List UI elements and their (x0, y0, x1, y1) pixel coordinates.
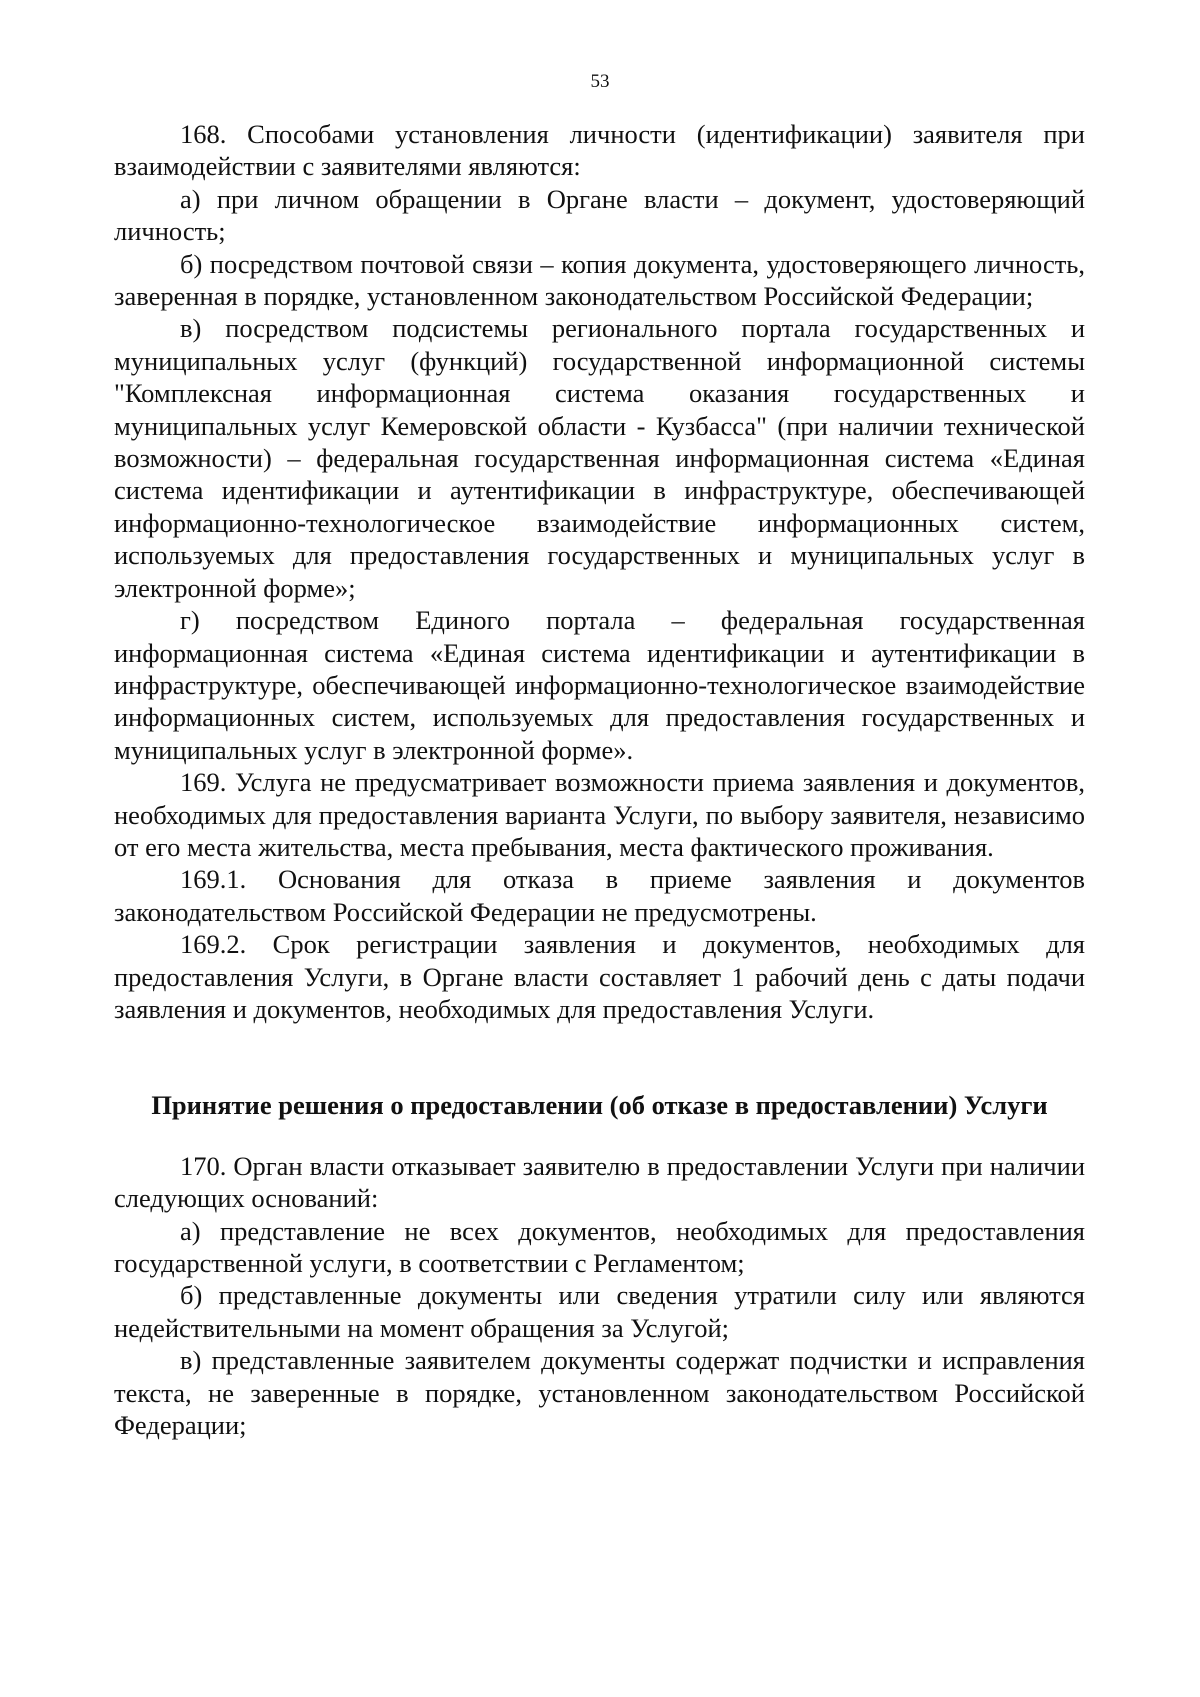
paragraph-170-v: в) представленные заявителем документы содержат подчистки и исправления текста, не заверенные в порядке, установленном законодательством Российской Федерации; (114, 1345, 1085, 1441)
paragraph-168-v: в) посредством подсистемы регионального портала государственных и муниципальных услуг (функций) государственной информационной системы "Комплексная информационная система оказания государственных и муниципальных услуг Кемеровской области - Кузбасса" (при наличии технической возможности) – федеральная государственная информационная система «Единая система идентификации и аутентификации в инфраструктуре, обеспечивающей информационно-технологическое взаимодействие информационных систем, используемых для предоставления государственных и муниципальных услуг в электронной форме»; (114, 313, 1085, 603)
paragraph-169-1: 169.1. Основания для отказа в приеме заявления и документов законодательством Российской Федерации не предусмотрены. (114, 864, 1085, 927)
paragraph-170-a: а) представление не всех документов, необходимых для предоставления государственной услуги, в соответствии с Регламентом; (114, 1215, 1085, 1278)
paragraph-169-2: 169.2. Срок регистрации заявления и документов, необходимых для предоставления Услуги, в Органе власти составляет 1 рабочий день с даты подачи заявления и документов, необходимых для предоставления Услуги. (114, 929, 1085, 1024)
page-number: 53 (590, 71, 610, 92)
section-heading: Принятие решения о предоставлении (об отказе в предоставлении) Услуги (151, 1090, 1048, 1121)
document-body (114, 118, 1085, 1441)
paragraph-168: 168. Способами установления личности (идентификации) заявителя при взаимодействии с заявителями являются: (114, 119, 1085, 182)
paragraph-170-b: б) представленные документы или сведения утратили силу или являются недействительными на момент обращения за Услугой; (114, 1280, 1085, 1343)
paragraph-168-g: г) посредством Единого портала – федеральная государственная информационная система «Единая система идентификации и аутентификации в инфраструктуре, обеспечивающей информационно-технологическое взаимодействие информационных систем, используемых для предоставления государственных и муниципальных услуг в электронной форме». (114, 605, 1085, 765)
paragraph-168-a: а) при личном обращении в Органе власти – документ, удостоверяющий личность; (114, 183, 1085, 247)
paragraph-170: 170. Орган власти отказывает заявителю в предоставлении Услуги при наличии следующих оснований: (114, 1150, 1085, 1214)
paragraph-168-b: б) посредством почтовой связи – копия документа, удостоверяющего личность, заверенная в порядке, установленном законодательством Российской Федерации; (114, 248, 1085, 312)
paragraph-169: 169. Услуга не предусматривает возможности приема заявления и документов, необходимых для предоставления варианта Услуги, по выбору заявителя, независимо от его места жительства, места пребывания, места фактического проживания. (114, 767, 1085, 862)
